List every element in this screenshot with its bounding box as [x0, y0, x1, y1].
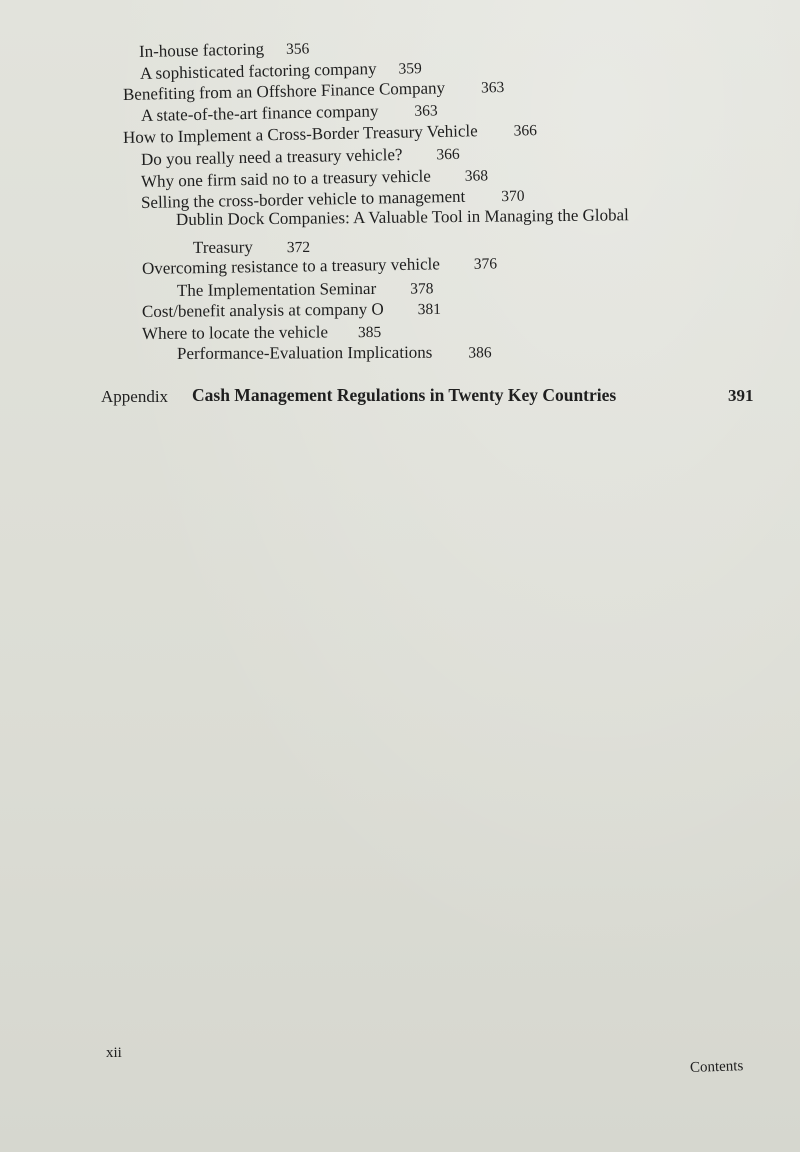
toc-entry [176, 205, 629, 230]
toc-entry [142, 253, 497, 280]
toc-entry-page: 366 [436, 145, 460, 164]
toc-entry-title: Why one firm said no to a treasury vehicle [140, 166, 431, 191]
toc-entry [177, 342, 492, 365]
toc-entry-title: Performance-Evaluation Implications [176, 342, 433, 363]
toc-entry-title: In-house factoring [138, 39, 265, 61]
toc-entry-page: 363 [414, 102, 438, 120]
toc-entry-title: How to Implement a Cross-Border Treasury Vehicle [122, 121, 478, 147]
appendix-label: Appendix [101, 387, 169, 406]
toc-entry-page: 381 [417, 300, 442, 319]
toc-entry-title: Where to locate the vehicle [141, 322, 329, 343]
toc-entry-page: 356 [285, 40, 310, 58]
toc-entry-page: 385 [357, 323, 382, 342]
appendix-page-number: 391 [728, 386, 754, 405]
toc-entry-title: A sophisticated factoring company [139, 59, 377, 83]
toc-entry-page: 372 [286, 238, 311, 257]
toc-entry-page: 363 [480, 79, 505, 97]
folio: xii [106, 1045, 122, 1061]
toc-entry-title: Benefiting from an Offshore Finance Company [122, 78, 446, 104]
toc-entry-page: 386 [468, 344, 492, 362]
appendix-title: Cash Management Regulations in Twenty Key Countries [192, 385, 617, 405]
toc-entry [142, 299, 441, 323]
toc-entry-title: Selling the cross-border vehicle to management [140, 186, 466, 212]
toc-entry-title: Cost/benefit analysis at company O [141, 299, 384, 321]
toc-entry-title: The Implementation Seminar [176, 278, 377, 300]
toc-entry-page: 376 [473, 255, 498, 273]
toc-entry-title: Treasury [192, 237, 253, 257]
toc-entry-title: Do you really need a treasury vehicle? [140, 144, 403, 169]
toc-entry-title: Overcoming resistance to a treasury vehicle [141, 254, 440, 278]
toc-entry-page: 370 [501, 187, 525, 206]
toc-entry-page: 359 [398, 60, 422, 78]
toc-entry-title: Dublin Dock Companies: A Valuable Tool in Managing the Global [175, 205, 629, 229]
toc-entry-title: A state-of-the-art finance company [140, 101, 379, 125]
toc-entry [142, 322, 381, 345]
toc-entry-page: 366 [513, 122, 538, 140]
toc-entry [139, 38, 310, 63]
toc-entry-page: 378 [410, 280, 434, 298]
toc-entry-page: 368 [464, 167, 489, 185]
running-head: Contents [689, 1058, 744, 1076]
